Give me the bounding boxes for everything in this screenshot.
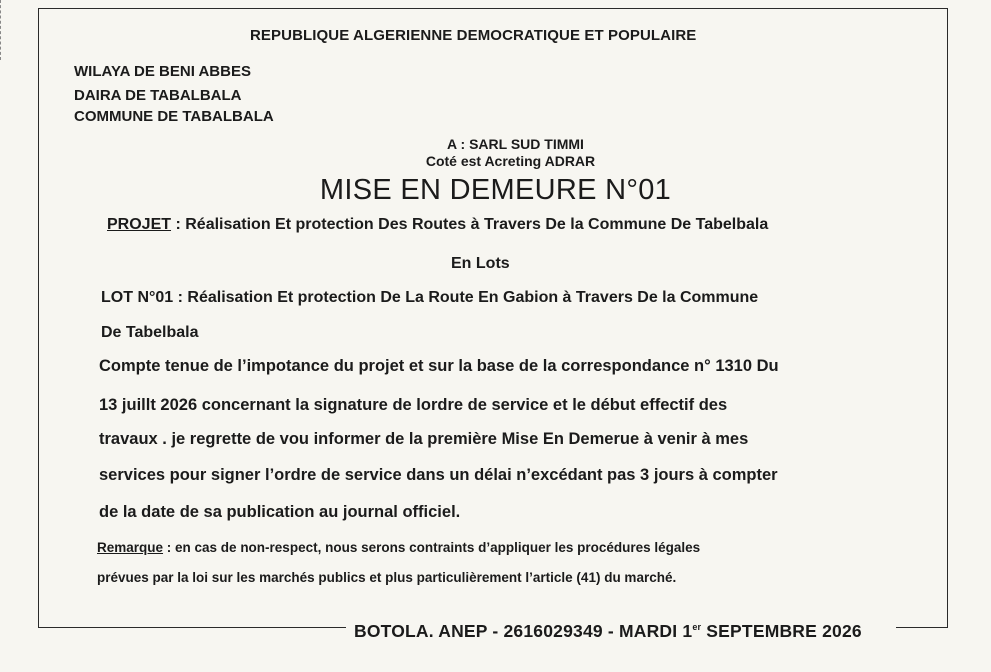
footer-text-end: SEPTEMBRE 2026	[701, 621, 862, 641]
addressee-location: Coté est Acreting ADRAR	[425, 153, 596, 169]
body-line-2: 13 juillt 2026 concernant la signature de lordre de service et le début effectif des	[99, 396, 728, 414]
notice-title: MISE EN DEMEURE N°01	[319, 174, 672, 206]
body-line-1: Compte tenue de l’impotance du projet et sur la base de la correspondance n° 1310 Du	[99, 357, 779, 375]
lot-line-1: LOT N°01 : Réalisation Et protection De La Route En Gabion à Travers De la Commune	[101, 289, 759, 306]
lot-line-2: De Tabelbala	[101, 324, 199, 341]
project-label: PROJET	[107, 216, 172, 233]
bottom-rule-left	[38, 627, 346, 628]
daira-line: DAIRA DE TABALBALA	[74, 87, 242, 104]
project-text: : Réalisation Et protection Des Routes à Travers De la Commune De Tabelbala	[171, 216, 769, 233]
project-subline: En Lots	[451, 255, 510, 272]
remark-line-2: prévues par la loi sur les marchés publics et plus particulièrement l’article (41) du marché.	[97, 570, 677, 585]
wilaya-line: WILAYA DE BENI ABBES	[74, 63, 251, 80]
addressee-name: A : SARL SUD TIMMI	[447, 136, 584, 152]
page-edge-mark	[0, 0, 5, 60]
project-line	[107, 216, 768, 234]
body-line-4: services pour signer l’ordre de service dans un délai n’excédant pas 3 jours à compter	[99, 466, 778, 484]
remark-label: Remarque	[97, 540, 164, 555]
remark-line-1	[97, 540, 700, 555]
publication-footer	[354, 621, 862, 642]
bottom-rule-right	[896, 627, 948, 628]
body-line-5: de la date de sa publication au journal officiel.	[99, 503, 461, 521]
footer-text-start: BOTOLA. ANEP - 2616029349 - MARDI 1	[354, 621, 693, 641]
footer-ordinal: er	[692, 622, 702, 633]
commune-line: COMMUNE DE TABALBALA	[74, 108, 274, 125]
republic-heading: REPUBLIQUE ALGERIENNE DEMOCRATIQUE ET POPULAIRE	[250, 27, 697, 44]
remark-text-1: : en cas de non-respect, nous serons contraints d’appliquer les procédures légales	[163, 540, 701, 555]
body-line-3: travaux . je regrette de vou informer de la première Mise En Demerue à venir à mes	[99, 430, 749, 448]
